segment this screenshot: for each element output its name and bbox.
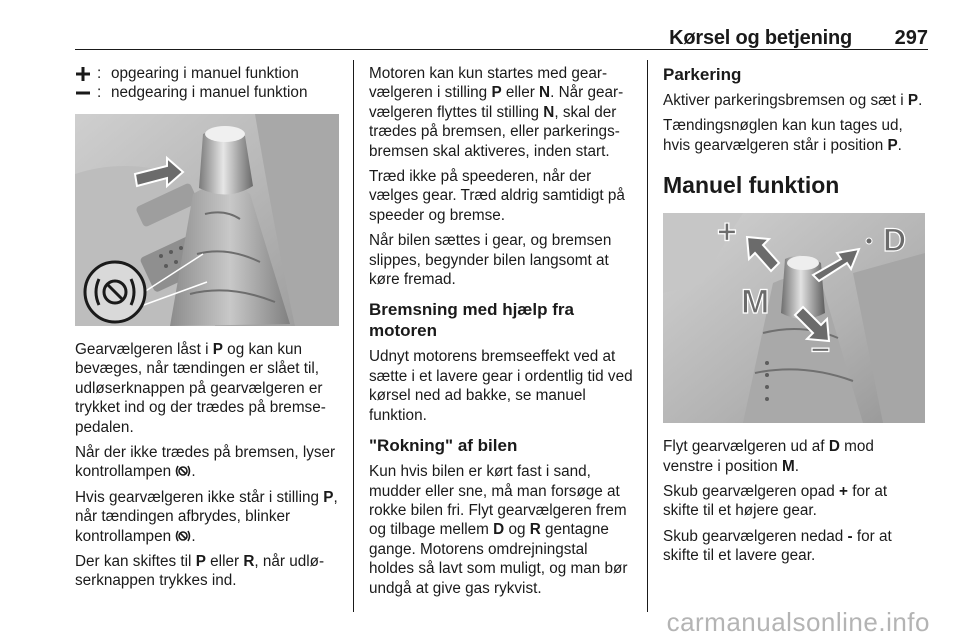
minus-label: – <box>811 329 830 368</box>
paragraph: Motoren kan kun startes med gear-vælgeren i stilling P eller N. Når gear-vælgeren flyttes til stilling N, skal der trædes på bremsen, eller parkerings-bremsen skal aktiveres, inden start. <box>369 65 624 160</box>
paragraph: Gearvælgeren låst i P og kan kun bevæges, når tændingen er slået til, udløserknappen på gearvælgeren er trykket ind og der trædes på bremse-pedalen. <box>75 341 326 436</box>
column-divider <box>647 60 648 612</box>
d-label: D <box>883 222 907 259</box>
minus-icon <box>75 85 97 101</box>
page-number: 297 <box>894 27 928 49</box>
plus-label: + <box>717 213 737 252</box>
paragraph: Der kan skiftes til P eller R, når udlø-serknappen trykkes ind. <box>75 553 325 590</box>
watermark: carmanualsonline.info <box>666 607 930 637</box>
paragraph: Flyt gearvælgeren ud af D mod venstre i position M. <box>663 438 874 475</box>
brake-warning-icon <box>85 262 145 322</box>
column-divider <box>353 60 354 612</box>
brake-warning-icon <box>175 529 191 543</box>
section-heading: Parkering <box>663 65 742 84</box>
paragraph: Når der ikke trædes på bremsen, lyser kontrollampen . <box>75 444 336 481</box>
column-1 <box>75 64 341 597</box>
section-heading: Manuel funktion <box>663 172 840 199</box>
page-header <box>75 20 928 48</box>
legend-row-minus: : nedgearing i manuel funktion <box>75 83 341 102</box>
paragraph: Udnyt motorens bremseeffekt ved at sætte i et lavere gear i ordentlig tid ved kørsel ned ad bakke, se manuel funktion. <box>369 348 633 424</box>
header-rule <box>75 49 928 50</box>
chapter-title: Kørsel og betjening <box>669 27 852 49</box>
column-3 <box>663 64 927 572</box>
section-heading: Bremsning med hjælp fra motoren <box>369 300 574 341</box>
legend-text: opgearing i manuel funktion <box>111 64 299 82</box>
paragraph: Aktiver parkeringsbremsen og sæt i P. <box>663 92 923 109</box>
brake-warning-icon <box>175 464 191 478</box>
m-label: M <box>741 283 770 322</box>
paragraph: Tændingsnøglen kan kun tages ud, hvis gearvælgeren står i position P. <box>663 117 903 154</box>
paragraph: Skub gearvælgeren nedad - for at skifte til et lavere gear. <box>663 527 892 565</box>
paragraph: Hvis gearvælgeren ikke står i stilling P, når tændingen afbrydes, blinker kontrollampen . <box>75 488 338 545</box>
column-2 <box>369 64 635 604</box>
paragraph: Kun hvis bilen er kørt fast i sand, mudder eller sne, må man forsøge at rokke bilen fri. Flyt gearvælgeren frem og tilbage mellem D og R gentagne gange. Motorens omdrejningstal holdes så lavt som muligt, og man bør undgå at give gas rykvist. <box>369 463 628 597</box>
legend-text: nedgearing i manuel funktion <box>111 83 308 101</box>
legend-row-plus: : opgearing i manuel funktion <box>75 64 341 83</box>
plus-icon <box>75 66 97 82</box>
gear-selector-photo <box>75 114 339 326</box>
paragraph: Træd ikke på speederen, når der vælges gear. Træd aldrig samtidigt på speeder og bremse. <box>369 168 625 224</box>
section-heading: "Rokning" af bilen <box>369 436 518 456</box>
position-dot <box>866 238 872 244</box>
paragraph: Når bilen sættes i gear, og bremsen slippes, begynder bilen langsomt at køre fremad. <box>369 232 612 289</box>
manual-mode-photo <box>663 213 925 423</box>
paragraph: Skub gearvælgeren opad + for at skifte til et højere gear. <box>663 483 888 520</box>
